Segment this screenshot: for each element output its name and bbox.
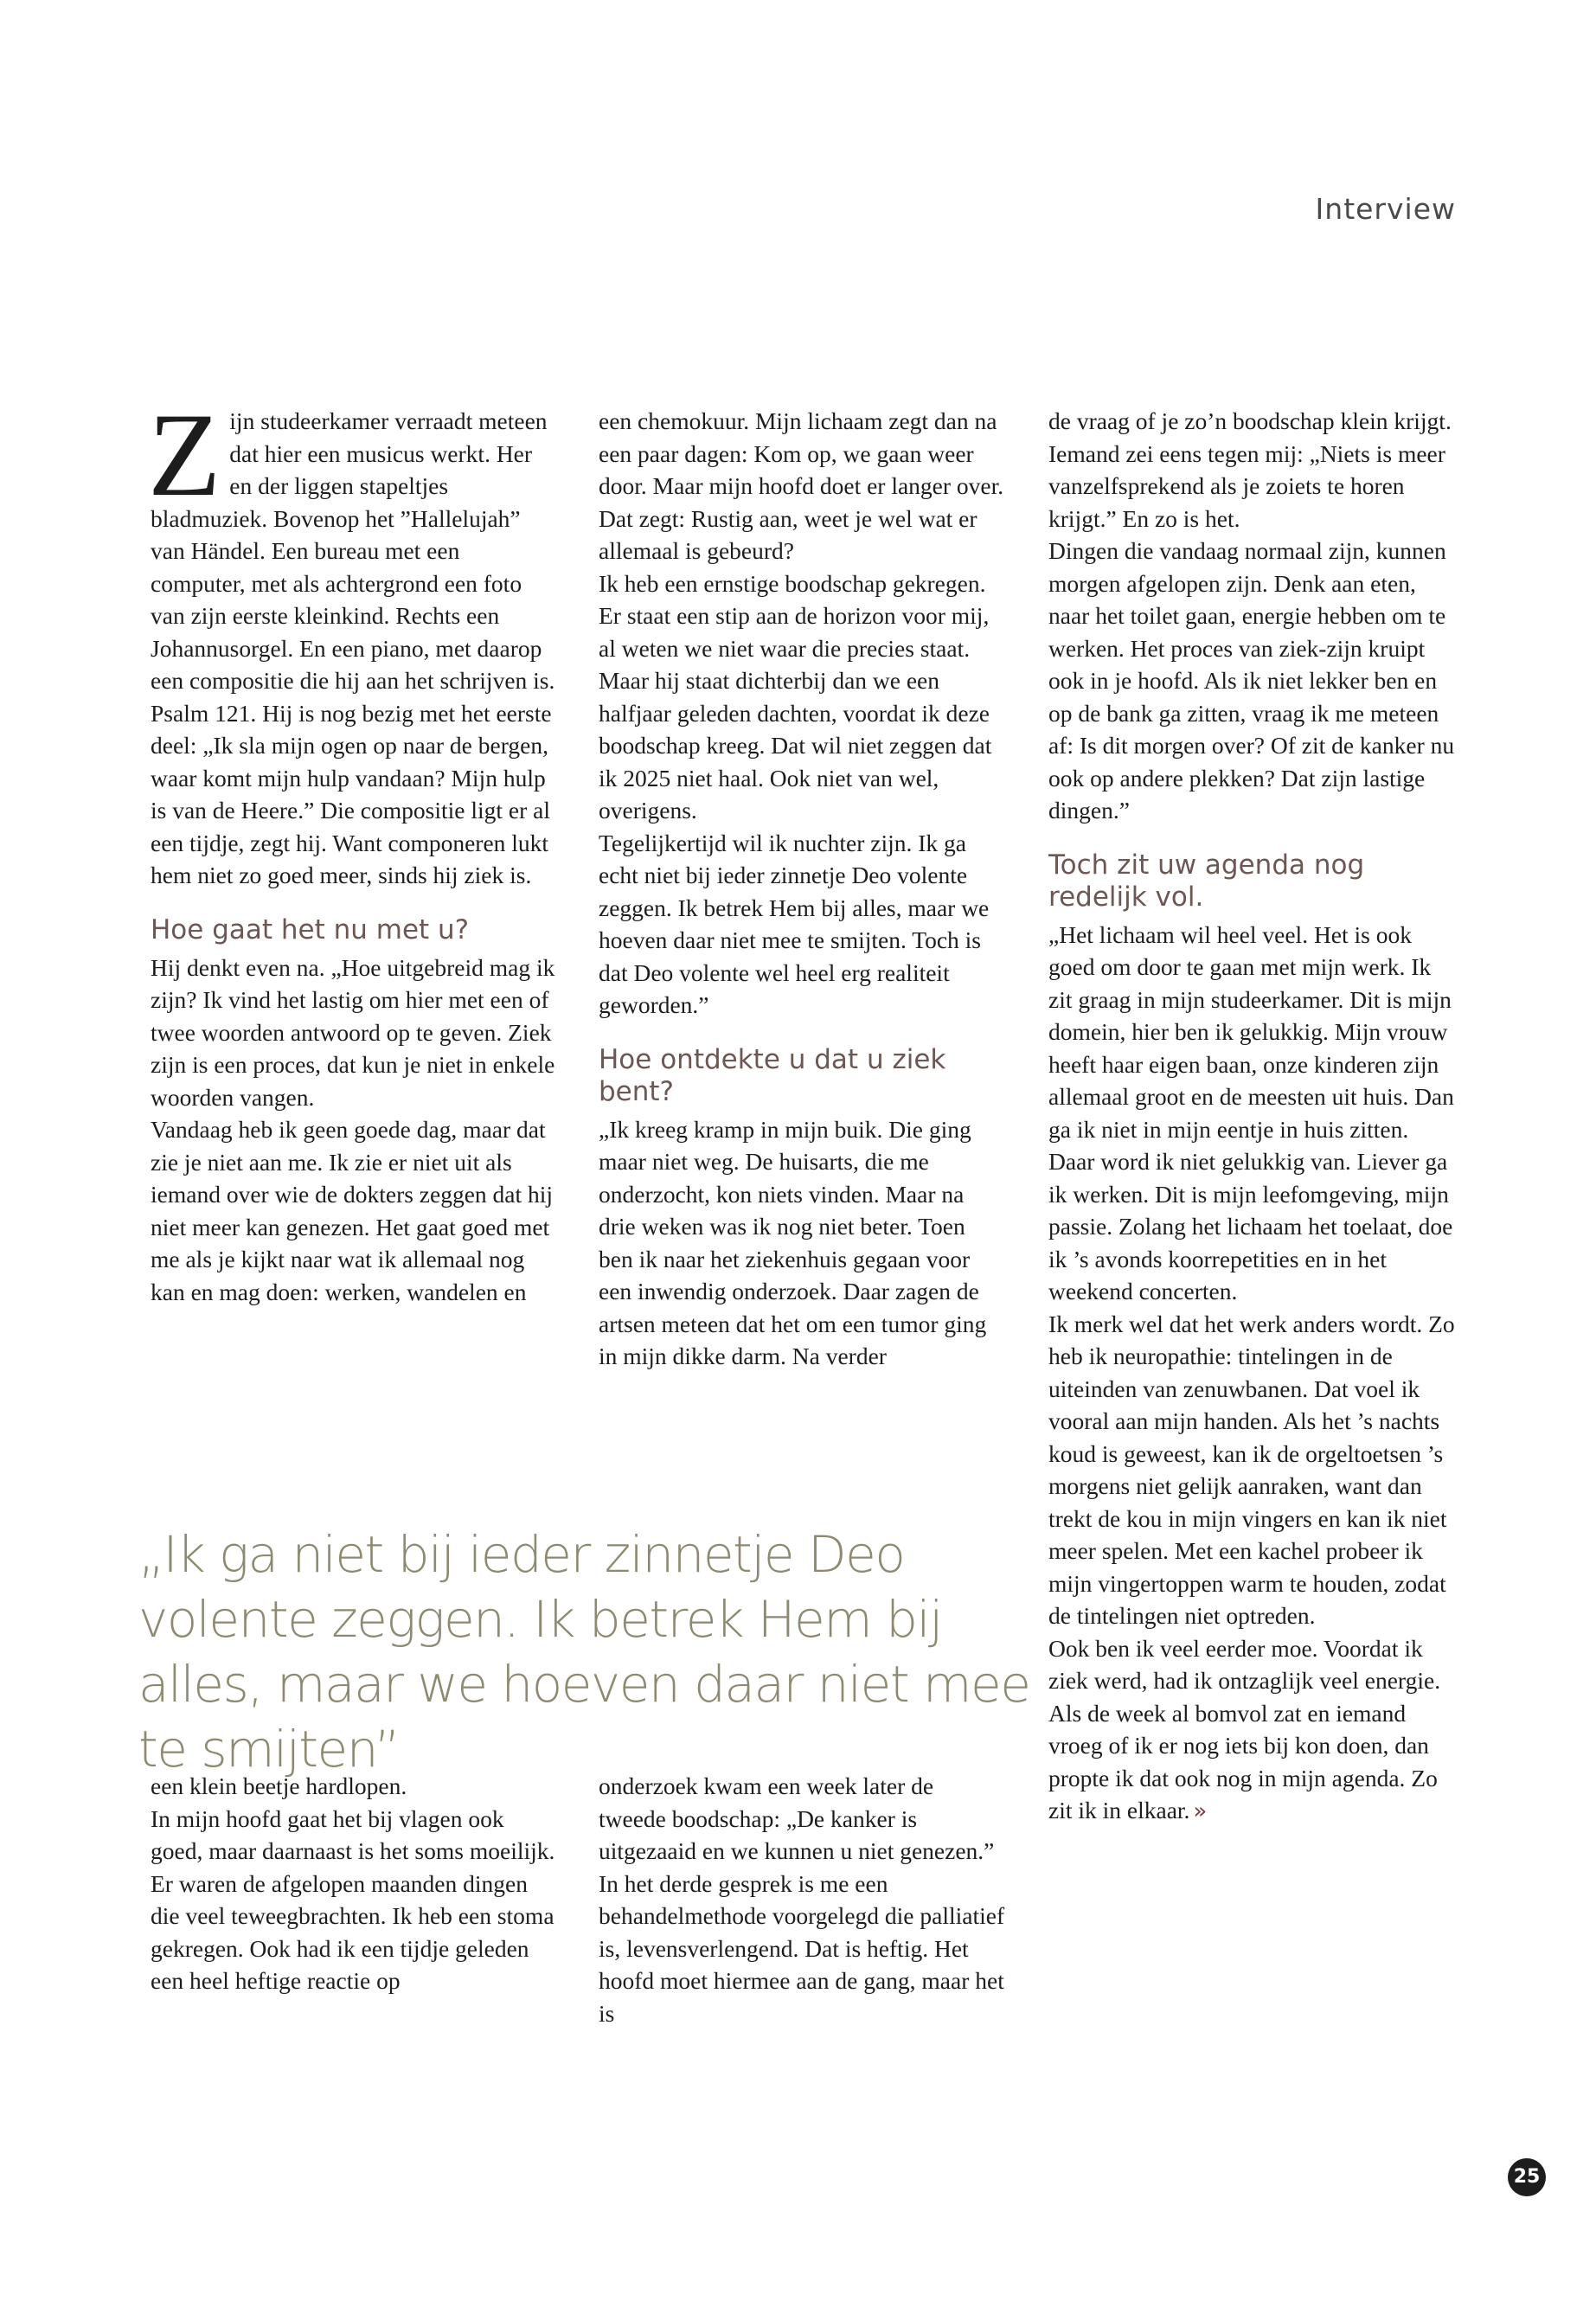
body-paragraph: onderzoek kwam een week later de tweede boodschap: „De kanker is uitgezaaid en we kunnen u niet genezen.” In het derde gesprek is me een behandelmethode voorgelegd die palliatief is, levensverlengend. Dat is heftig. Het hoofd moet hiermee aan de gang, maar het is [599, 1772, 1005, 2027]
body-paragraph: Dingen die vandaag normaal zijn, kunnen morgen afgelopen zijn. Denk aan eten, naar het toilet gaan, energie hebben om te werken. Het proces van ziek-zijn kruipt ook in je hoofd. Als ik niet lekker ben en op de bank ga zitten, vraag ik me meteen af: Is dit morgen over? Of zit de kanker nu ook op andere plekken? Dat zijn lastige dingen.” [1048, 537, 1455, 824]
pull-quote: „Ik ga niet bij ieder zinnetje Deo volente zeggen. Ik betrek Hem bij alles, maar we hoeven daar niet mee te smijten” [138, 1525, 1030, 1779]
question-heading: Hoe ontdekte u dat u ziek bent? [599, 1043, 946, 1107]
body-paragraph: In mijn hoofd gaat het bij vlagen ook goed, maar daarnaast is het soms moeilijk. Er waren de afgelopen maanden dingen die veel teweegbrachten. Ik heb een stoma gekregen. Ook had ik een tijdje geleden een heel heftige reactie op [151, 1804, 555, 1994]
body-paragraph: Ik heb een ernstige boodschap gekregen. Er staat een stip aan de horizon voor mij, al weten we niet waar die precies staat. Maar hij staat dichterbij dan we een halfjaar geleden dachten, voordat ik deze boodschap kreeg. Dat wil niet zeggen dat ik 2025 niet haal. Ook niet van wel, overigens. [599, 569, 992, 824]
question-heading: Toch zit uw agenda nog redelijk vol. [1048, 849, 1365, 913]
body-paragraph: de vraag of je zo’n boodschap klein krijgt. Iemand zei eens tegen mij: „Niets is meer vanzelfsprekend als je zoiets te horen krijgt.” En zo is het. [1048, 407, 1452, 532]
body-paragraph: Vandaag heb ik geen goede dag, maar dat zie je niet aan me. Ik zie er niet uit als iemand over wie de dokters zeggen dat hij niet meer kan genezen. Het gaat goed met me als je kijkt naar wat ik allemaal nog kan en mag doen: werken, wandelen en [151, 1116, 554, 1305]
body-paragraph [1048, 1632, 1455, 1829]
article-column-2-bottom [599, 1770, 1005, 2029]
body-paragraph: een chemokuur. Mijn lichaam zegt dan na een paar dagen: Kom op, we gaan weer door. Maar mijn hoofd doet er langer over. Dat zegt: Rustig aan, weet je wel wat er allemaal is gebeurd? [599, 407, 1004, 564]
article-column-1-bottom [151, 1770, 557, 1997]
body-paragraph: „Het lichaam wil heel veel. Het is ook goed om door te gaan met mijn werk. Ik zit graag in mijn studeerkamer. Dit is mijn domein, hier ben ik gelukkig. Mijn vrouw heeft haar eigen baan, onze kinderen zijn allemaal groot en de meesten uit huis. Dan ga ik niet in mijn eentje in huis zitten. Daar word ik niet gelukkig van. Liever ga ik werken. Dit is mijn leefomgeving, mijn passie. Zolang het lichaam het toelaat, doe ik ’s avonds koorrepetities en in het weekend concerten. [1048, 920, 1454, 1304]
intro-text: ijn studeerkamer verraadt meteen dat hier een musicus werkt. Her en der liggen stapeltjes bladmuziek. Bovenop het ”Hallelujah” van Händel. Een bureau met een computer, met als achtergrond een foto van zijn eerste kleinkind. Rechts een Johannusorgel. En een piano, met daarop een compositie die hij aan het schrijven is. Psalm 121. Hij is nog bezig met het eerste deel: „Ik sla mijn ogen op naar de bergen, waar komt mijn hulp vandaan? Mijn hulp is van de Heere.” Die compositie ligt er al een tijdje, zegt hij. Want componeren lukt hem niet zo goed meer, sinds hij ziek is. [151, 407, 555, 888]
intro-paragraph [148, 388, 557, 892]
body-paragraph: Ik merk wel dat het werk anders wordt. Zo heb ik neuropathie: tintelingen in de uiteinden van zenuwbanen. Dat voel ik vooral aan mijn handen. Als het ’s nachts koud is geweest, kan ik de orgeltoetsen ’s morgens niet gelijk aanraken, want dan trekt de kou in mijn vingers en kan ik niet meer spelen. Met een kachel probeer ik mijn vingertoppen warm te houden, zodat de tintelingen niet optreden. [1048, 1310, 1455, 1629]
drop-cap: Z [148, 388, 221, 521]
article-column-1 [148, 388, 557, 1308]
question-heading: Hoe gaat het nu met u? [151, 913, 470, 945]
body-paragraph: „Ik kreeg kramp in mijn buik. Die ging maar niet weg. De huisarts, die me onderzocht, kon niets vinden. Maar na drie weken was ik nog niet beter. Toen ben ik naar het ziekenhuis gegaan voor een inwendig onderzoek. Daar zagen de artsen meteen dat het om een tumor ging in mijn dikke darm. Na verder [599, 1115, 987, 1369]
end-of-article-icon: » [1193, 1798, 1208, 1824]
body-text: Ook ben ik veel eerder moe. Voordat ik ziek werd, had ik ontzaglijk veel energie. Als de week al bomvol zat en iemand vroeg of ik er nog iets bij kon doen, dan propte ik dat ook nog in mijn agenda. Zo zit ik in elkaar. [1048, 1634, 1441, 1823]
body-paragraph: Tegelijkertijd wil ik nuchter zijn. Ik ga echt niet bij ieder zinnetje Deo volente zeggen. Ik betrek Hem bij alles, maar we hoeven daar niet mee te smijten. Toch is dat Deo volente wel heel erg realiteit geworden.” [599, 829, 990, 1018]
article-column-2 [599, 405, 1005, 1373]
body-paragraph: een klein beetje hardlopen. [151, 1772, 407, 1799]
body-paragraph: Hij denkt even na. „Hoe uitgebreid mag ik zijn? Ik vind het lastig om hier met een of twee woorden antwoord op te geven. Ziek zijn is een proces, dat kun je niet in enkele woorden vangen. [151, 953, 555, 1111]
section-label: Interview [1315, 192, 1456, 226]
article-column-3 [1048, 405, 1455, 1829]
page-number-badge: 25 [1508, 2158, 1546, 2196]
